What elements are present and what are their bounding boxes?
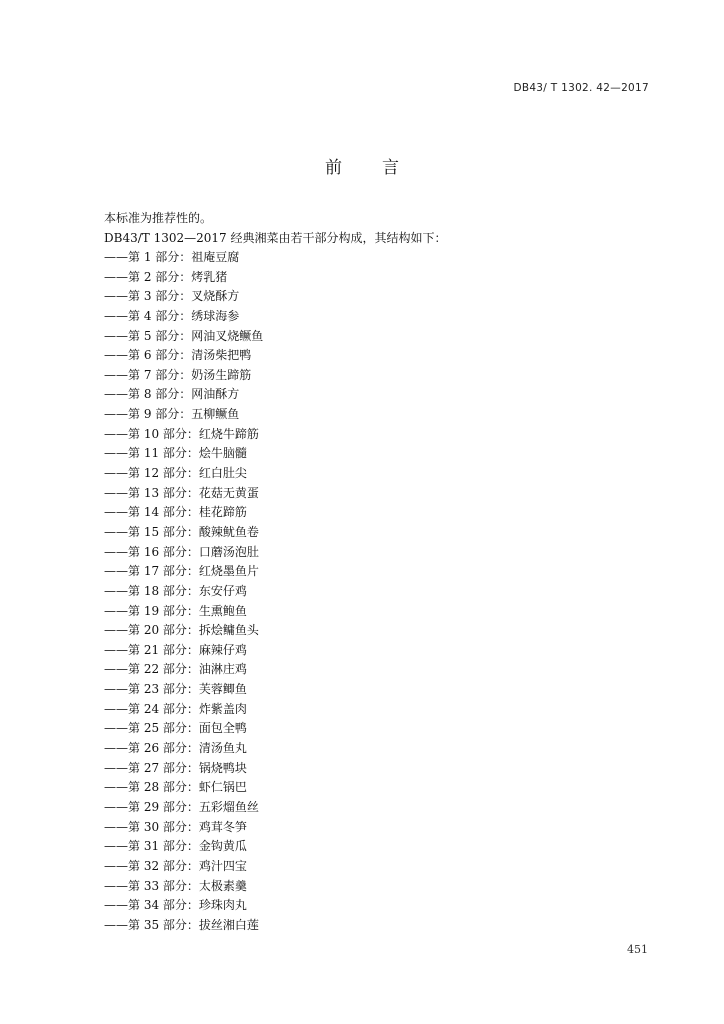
list-item: ——第 22 部分：油淋庄鸡 — [104, 662, 247, 677]
list-item: ——第 12 部分：红白肚尖 — [104, 466, 247, 481]
list-item: ——第 3 部分：叉烧酥方 — [104, 289, 240, 304]
intro-line-recommended: 本标准为推荐性的。 — [104, 211, 213, 225]
list-item: ——第 1 部分：祖庵豆腐 — [104, 250, 240, 264]
intro-text — [104, 208, 446, 248]
list-item: ——第 5 部分：网油叉烧鳜鱼 — [104, 328, 264, 343]
list-item: ——第 34 部分：珍珠肉丸 — [104, 898, 247, 913]
parts-list — [104, 248, 263, 935]
list-item: ——第 30 部分：鸡茸冬笋 — [104, 819, 247, 834]
page-number: 451 — [627, 943, 648, 956]
list-item: ——第 21 部分：麻辣仔鸡 — [104, 642, 247, 657]
list-item: ——第 11 部分：烩牛脑髓 — [104, 446, 247, 461]
list-item: ——第 24 部分：炸紫盖肉 — [104, 701, 247, 716]
list-item: ——第 35 部分：拔丝湘白莲 — [104, 917, 259, 932]
list-item: ——第 10 部分：红烧牛蹄筋 — [104, 426, 259, 441]
list-item: ——第 19 部分：生熏鲍鱼 — [104, 603, 247, 618]
list-item: ——第 13 部分：花菇无黄蛋 — [104, 485, 259, 500]
intro-line-structure: DB43/T 1302—2017 经典湘菜由若干部分构成，其结构如下： — [104, 231, 447, 245]
list-item: ——第 2 部分：烤乳猪 — [104, 269, 228, 284]
list-item: ——第 31 部分：金钩黄瓜 — [104, 839, 247, 854]
list-item: ——第 25 部分：面包全鸭 — [104, 721, 247, 736]
page-title: 前言 — [325, 158, 439, 178]
list-item: ——第 28 部分：虾仁锅巴 — [104, 780, 247, 795]
list-item: ——第 29 部分：五彩熘鱼丝 — [104, 799, 259, 814]
document-code: DB43/ T 1302. 42—2017 — [513, 82, 649, 94]
list-item: ——第 9 部分：五柳鳜鱼 — [104, 407, 240, 422]
list-item: ——第 7 部分：奶汤生蹄筋 — [104, 367, 252, 382]
list-item: ——第 32 部分：鸡汁四宝 — [104, 858, 247, 873]
list-item: ——第 26 部分：清汤鱼丸 — [104, 741, 247, 756]
list-item: ——第 4 部分：绣球海参 — [104, 308, 240, 323]
list-item: ——第 8 部分：网油酥方 — [104, 387, 240, 402]
list-item: ——第 20 部分：拆烩鳙鱼头 — [104, 623, 259, 638]
list-item: ——第 18 部分：东安仔鸡 — [104, 583, 247, 598]
list-item: ——第 16 部分：口蘑汤泡肚 — [104, 544, 259, 559]
list-item: ——第 15 部分：酸辣鱿鱼卷 — [104, 524, 259, 539]
list-item: ——第 33 部分：太极素羹 — [104, 878, 247, 893]
list-item: ——第 23 部分：芙蓉鲫鱼 — [104, 682, 247, 697]
list-item: ——第 27 部分：锅烧鸭块 — [104, 760, 247, 775]
list-item: ——第 6 部分：清汤柴把鸭 — [104, 348, 252, 363]
list-item: ——第 14 部分：桂花蹄筋 — [104, 505, 247, 520]
list-item: ——第 17 部分：红烧墨鱼片 — [104, 564, 259, 579]
